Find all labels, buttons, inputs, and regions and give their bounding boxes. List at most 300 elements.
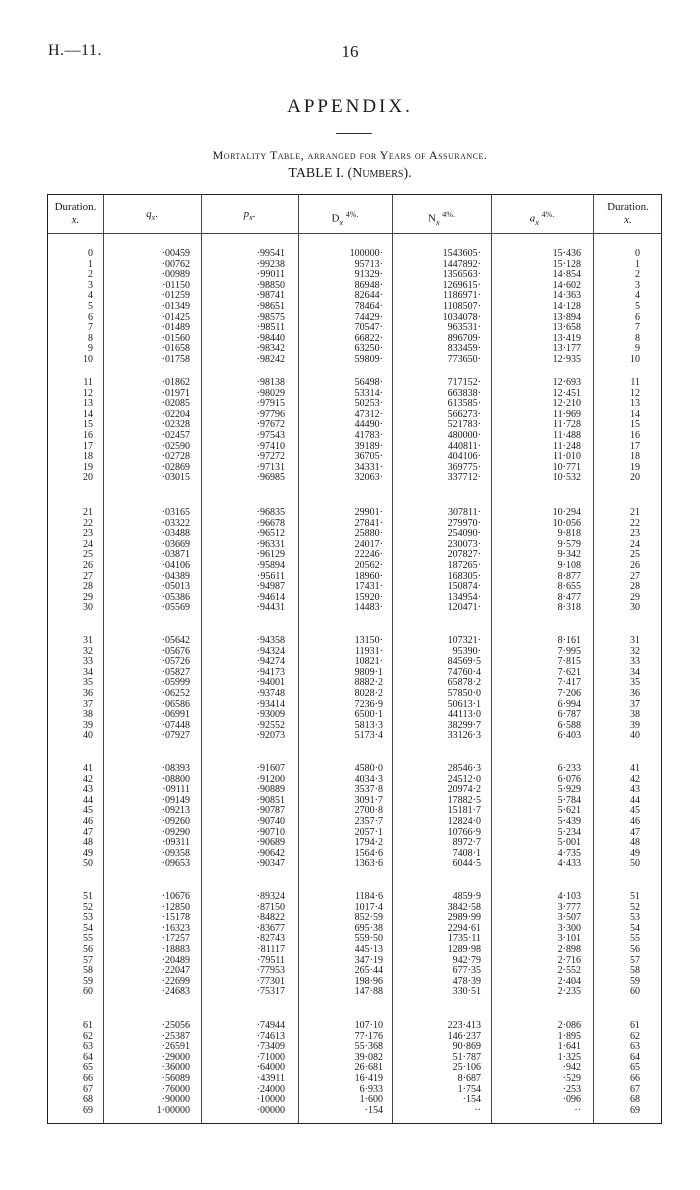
N-cell: 84569·5 [447,656,481,668]
N-cell: 896709· [447,332,481,344]
duration-cell: 39 [83,719,93,731]
p-cell: ·98029 [256,387,285,399]
N-cell: 613585· [447,398,481,410]
D-cell: 9809·1 [354,666,383,678]
duration-cell: 26 [83,559,93,571]
p-cell: ·98342 [256,343,285,355]
N-cell: 7408·1 [452,847,481,859]
N-cell: 337712· [447,472,481,484]
N-cell: 24512·0 [447,773,481,785]
table-row [48,249,663,260]
p-cell: ·96835 [256,507,285,518]
q-cell: ·08800 [161,773,190,785]
a-cell: 6·994 [557,698,581,710]
a-cell: 11·488 [553,429,581,441]
D-cell: 2357·7 [354,815,383,827]
N-cell: 369775· [447,461,481,473]
D-cell: 91329· [354,269,383,281]
a-cell: 13·658 [552,322,581,334]
duration-cell: 2 [88,269,93,281]
p-cell: ·94324 [256,645,285,657]
duration-cell: 57 [83,954,93,966]
duration-cell: 41 [630,763,640,774]
table-row [48,561,663,572]
N-cell: 168305· [447,570,481,582]
p-cell: ·94001 [256,677,285,689]
q-cell: ·56089 [161,1072,190,1084]
D-cell: 1794·2 [354,837,383,849]
a-cell: 14·854 [552,269,581,281]
duration-cell: 50 [83,858,93,870]
duration-cell: 19 [630,461,640,473]
N-cell: 1186971· [443,290,481,302]
duration-cell: 59 [83,975,93,987]
p-cell: ·96129 [256,549,285,561]
duration-cell: 43 [630,784,640,796]
D-cell: 198·96 [354,975,383,987]
a-cell: 13·894 [552,311,581,323]
a-cell: 6·076 [557,773,581,785]
duration-cell: 62 [630,1030,640,1042]
duration-cell: 64 [83,1051,93,1063]
q-cell: ·06991 [161,709,190,721]
D-cell: 74429· [354,311,383,323]
duration-cell: 51 [83,891,93,902]
p-cell: ·99011 [257,269,285,281]
mortality-table [47,194,662,1124]
a-cell: 10·771 [552,461,581,473]
D-cell: 20562· [354,559,383,571]
D-cell: 16·419 [354,1072,383,1084]
a-cell: 7·417 [557,677,581,689]
D-cell: ·154 [364,1104,383,1116]
duration-cell: 36 [83,687,93,699]
p-cell: ·89324 [256,891,285,902]
p-cell: ·93414 [256,698,285,710]
q-cell: ·00989 [161,269,190,281]
duration-cell: 5 [88,300,93,312]
D-cell: 695·38 [354,922,383,934]
D-cell: 29901· [354,507,383,518]
N-cell: ·· [474,1104,481,1116]
D-cell: 17431· [354,581,383,593]
header-divider [48,233,661,234]
duration-cell: 66 [83,1072,93,1084]
table-subtitle: Mortality Table, arranged for Years of Assurance. [212,148,488,162]
a-cell: 2·086 [557,1020,581,1031]
N-cell: 480000· [447,429,481,441]
a-cell: 12·210 [552,398,581,410]
q-cell: ·01758 [161,353,190,365]
duration-cell: 53 [630,912,640,924]
header-p: $p_x$. [243,208,256,223]
duration-cell: 42 [630,773,640,785]
duration-cell: 15 [83,419,93,431]
D-cell: 27841· [354,517,383,529]
a-cell: 1·325 [557,1051,581,1063]
p-cell: ·96512 [256,528,285,540]
N-cell: 187265· [447,559,481,571]
a-cell: ·· [574,1104,581,1116]
duration-cell: 51 [630,891,640,902]
D-cell: 18960· [354,570,383,582]
p-cell: ·83677 [256,922,285,934]
N-cell: 279970· [447,517,481,529]
q-cell: ·07927 [161,730,190,742]
D-cell: 8028·2 [354,687,383,699]
p-cell: ·90347 [256,858,285,870]
D-cell: 53314· [354,387,383,399]
q-cell: ·05642 [161,635,190,646]
duration-cell: 17 [83,440,93,452]
a-cell: 7·995 [557,645,581,657]
p-cell: ·91200 [256,773,285,785]
q-cell: ·24683 [161,986,190,998]
D-cell: 11931· [355,645,383,657]
duration-cell: 31 [83,635,93,646]
N-cell: 1356563· [442,269,481,281]
duration-cell: 8 [88,332,93,344]
duration-cell: 29 [630,591,640,603]
duration-cell: 44 [630,794,640,806]
D-cell: 50253· [354,398,383,410]
D-cell: 107·10 [354,1020,383,1031]
p-cell: ·10000 [256,1094,285,1106]
duration-cell: 0 [88,248,93,259]
duration-cell: 47 [83,826,93,838]
a-cell: 11·010 [553,451,581,463]
N-cell: 404106· [447,451,481,463]
q-cell: ·22047 [161,965,190,977]
N-cell: 773650· [447,353,481,365]
a-cell: 2·404 [557,975,581,987]
N-cell: 28546·3 [447,763,481,774]
duration-cell: 13 [83,398,93,410]
p-cell: ·81117 [257,943,285,955]
D-cell: 82644· [354,290,383,302]
duration-cell: 4 [635,290,640,302]
a-cell: 1·641 [557,1041,581,1053]
a-cell: 14·128 [552,300,581,312]
N-cell: 2989·99 [447,912,481,924]
p-cell: ·93748 [256,687,285,699]
duration-cell: 9 [635,343,640,355]
q-cell: ·01658 [161,343,190,355]
a-cell: 4·433 [557,858,581,870]
a-cell: 2·552 [557,965,581,977]
D-cell: 8882·2 [354,677,383,689]
D-cell: 32063· [354,472,383,484]
duration-cell: 60 [630,986,640,998]
p-cell: ·73409 [256,1041,285,1053]
q-cell: ·26591 [161,1041,190,1053]
N-cell: 1269615· [442,279,481,291]
a-cell: ·253 [562,1083,581,1095]
D-cell: 86948· [354,279,383,291]
N-cell: 1·754 [457,1083,481,1095]
duration-cell: 55 [630,933,640,945]
p-cell: ·77953 [256,965,285,977]
N-cell: 20974·2 [447,784,481,796]
duration-cell: 61 [83,1020,93,1031]
q-cell: ·36000 [161,1062,190,1074]
q-cell: ·01349 [161,300,190,312]
a-cell: 8·318 [557,602,581,614]
a-cell: 2·898 [557,943,581,955]
row-group [48,378,663,484]
duration-cell: 49 [83,847,93,859]
a-cell: 8·877 [557,570,581,582]
D-cell: 2700·8 [354,805,383,817]
table-row [48,1095,663,1106]
N-cell: 120471· [447,602,481,614]
p-cell: ·77301 [256,975,285,987]
duration-cell: 69 [630,1104,640,1116]
page-reference: H.—11. [48,42,102,59]
duration-cell: 17 [630,440,640,452]
table-row [48,355,663,366]
N-cell: 3842·58 [447,901,481,913]
D-cell: 4580·0 [354,763,383,774]
p-cell: ·94987 [256,581,285,593]
header-N: $N_x$ $^{4\%.}$ [428,210,455,227]
N-cell: 146·237 [447,1030,481,1042]
a-cell: 3·777 [557,901,581,913]
D-cell: 24017· [354,538,383,550]
p-cell: ·94173 [256,666,285,678]
q-cell: ·04389 [161,570,190,582]
q-cell: ·03165 [161,507,190,518]
duration-cell: 25 [630,549,640,561]
duration-cell: 40 [630,730,640,742]
a-cell: 6·233 [557,763,581,774]
q-cell: ·01862 [161,377,190,388]
p-cell: ·24000 [256,1083,285,1095]
p-cell: ·79511 [257,954,285,966]
D-cell: 66822· [354,332,383,344]
duration-cell: 12 [630,387,640,399]
D-cell: 2057·1 [354,826,383,838]
N-cell: 65878·2 [447,677,481,689]
table-row [48,431,663,442]
D-cell: 41783· [354,429,383,441]
D-cell: 7236·9 [354,698,383,710]
duration-cell: 40 [83,730,93,742]
header-q: $q_x$. [146,208,158,223]
a-cell: 8·161 [557,635,581,646]
N-cell: 134954· [447,591,481,603]
duration-cell: 13 [630,398,640,410]
D-cell: 3091·7 [354,794,383,806]
D-cell: 347·19 [354,954,383,966]
a-cell: 9·579 [557,538,581,550]
duration-cell: 5 [635,300,640,312]
table-row [48,378,663,389]
duration-cell: 1 [88,258,93,270]
N-cell: 6044·5 [452,858,481,870]
a-cell: 6·588 [557,719,581,731]
duration-cell: 37 [83,698,93,710]
D-cell: 15920· [354,591,383,603]
N-cell: 478·39 [452,975,481,987]
p-cell: ·64000 [256,1062,285,1074]
duration-cell: 7 [635,322,640,334]
p-cell: ·94614 [256,591,285,603]
p-cell: ·90851 [256,794,285,806]
duration-cell: 67 [83,1083,93,1095]
duration-cell: 27 [83,570,93,582]
duration-cell: 22 [630,517,640,529]
table-row [48,603,663,614]
N-cell: 1034078· [442,311,481,323]
N-cell: 223·413 [447,1020,481,1031]
duration-cell: 20 [83,472,93,484]
duration-cell: 14 [83,408,93,420]
N-cell: 17882·5 [447,794,481,806]
p-cell: ·97272 [256,451,285,463]
duration-cell: 55 [83,933,93,945]
N-cell: 963531· [447,322,481,334]
D-cell: 5173·4 [354,730,383,742]
a-cell: 7·815 [557,656,581,668]
q-cell: ·05013 [161,581,190,593]
p-cell: ·71000 [256,1051,285,1063]
p-cell: ·98575 [256,311,285,323]
a-cell: 14·602 [552,279,581,291]
q-cell: ·12850 [161,901,190,913]
duration-cell: 32 [83,645,93,657]
a-cell: 10·532 [552,472,581,484]
a-cell: 3·101 [557,933,581,945]
a-cell: 5·001 [557,837,581,849]
N-cell: 1447892· [442,258,481,270]
p-cell: ·75317 [256,986,285,998]
p-cell: ·90787 [256,805,285,817]
p-cell: ·95894 [256,559,285,571]
duration-cell: 46 [83,815,93,827]
duration-cell: 68 [83,1094,93,1106]
N-cell: 107321· [447,635,481,646]
duration-cell: 58 [83,965,93,977]
q-cell: ·00459 [161,248,190,259]
header-duration-left: Duration. x. [54,201,97,226]
q-cell: ·25056 [161,1020,190,1031]
p-cell: ·90642 [256,847,285,859]
q-cell: ·02085 [161,398,190,410]
q-cell: ·01560 [161,332,190,344]
D-cell: 10821· [354,656,383,668]
a-cell: 13·419 [552,332,581,344]
N-cell: 521783· [447,419,481,431]
a-cell: 8·477 [557,591,581,603]
duration-cell: 69 [83,1104,93,1116]
D-cell: 34331· [354,461,383,473]
p-cell: ·97672 [256,419,285,431]
duration-cell: 0 [635,248,640,259]
p-cell: ·93009 [256,709,285,721]
a-cell: 11·248 [553,440,581,452]
duration-cell: 61 [630,1020,640,1031]
q-cell: ·08393 [161,763,190,774]
p-cell: ·98138 [256,377,285,388]
duration-cell: 21 [83,507,93,518]
a-cell: 9·818 [557,528,581,540]
p-cell: ·92552 [256,719,285,731]
q-cell: ·20489 [161,954,190,966]
row-group [48,636,663,742]
q-cell: ·09260 [161,815,190,827]
p-cell: ·98242 [256,353,285,365]
p-cell: ·94274 [256,656,285,668]
row-group [48,249,663,366]
duration-cell: 58 [630,965,640,977]
duration-cell: 57 [630,954,640,966]
table-row [48,892,663,903]
q-cell: ·00762 [161,258,190,270]
p-cell: ·97410 [256,440,285,452]
a-cell: 4·735 [557,847,581,859]
q-cell: ·09358 [161,847,190,859]
duration-cell: 37 [630,698,640,710]
duration-cell: 9 [88,343,93,355]
duration-cell: 1 [635,258,640,270]
duration-cell: 16 [83,429,93,441]
N-cell: 942·79 [452,954,481,966]
duration-cell: 25 [83,549,93,561]
q-cell: ·02590 [161,440,190,452]
duration-cell: 26 [630,559,640,571]
duration-cell: 44 [83,794,93,806]
duration-cell: 11 [630,377,640,388]
p-cell: ·98440 [256,332,285,344]
a-cell: 12·451 [552,387,581,399]
duration-cell: 34 [630,666,640,678]
D-cell: 22246· [354,549,383,561]
duration-cell: 43 [83,784,93,796]
N-cell: 4859·9 [452,891,481,902]
q-cell: ·01425 [161,311,190,323]
N-cell: 230073· [447,538,481,550]
p-cell: ·98850 [256,279,285,291]
q-cell: ·90000 [161,1094,190,1106]
duration-cell: 67 [630,1083,640,1095]
duration-cell: 27 [630,570,640,582]
q-cell: ·05676 [161,645,190,657]
duration-cell: 3 [88,279,93,291]
q-cell: ·03015 [161,472,190,484]
duration-cell: 6 [635,311,640,323]
duration-cell: 33 [630,656,640,668]
p-cell: ·95611 [257,570,285,582]
D-cell: 852·59 [354,912,383,924]
a-cell: 11·728 [553,419,581,431]
table-row [48,1106,663,1117]
D-cell: 78464· [354,300,383,312]
N-cell: 440811· [448,440,481,452]
duration-cell: 54 [630,922,640,934]
D-cell: 56498· [354,377,383,388]
row-group [48,508,663,614]
duration-cell: 7 [88,322,93,334]
p-cell: ·90889 [256,784,285,796]
p-cell: ·96331 [256,538,285,550]
D-cell: 1017·4 [354,901,383,913]
a-cell: 15·128 [552,258,581,270]
N-cell: 44113·0 [448,709,481,721]
N-cell: 330·51 [452,986,481,998]
table-title: TABLE I. (Numbers). [288,166,412,181]
a-cell: 2·716 [557,954,581,966]
